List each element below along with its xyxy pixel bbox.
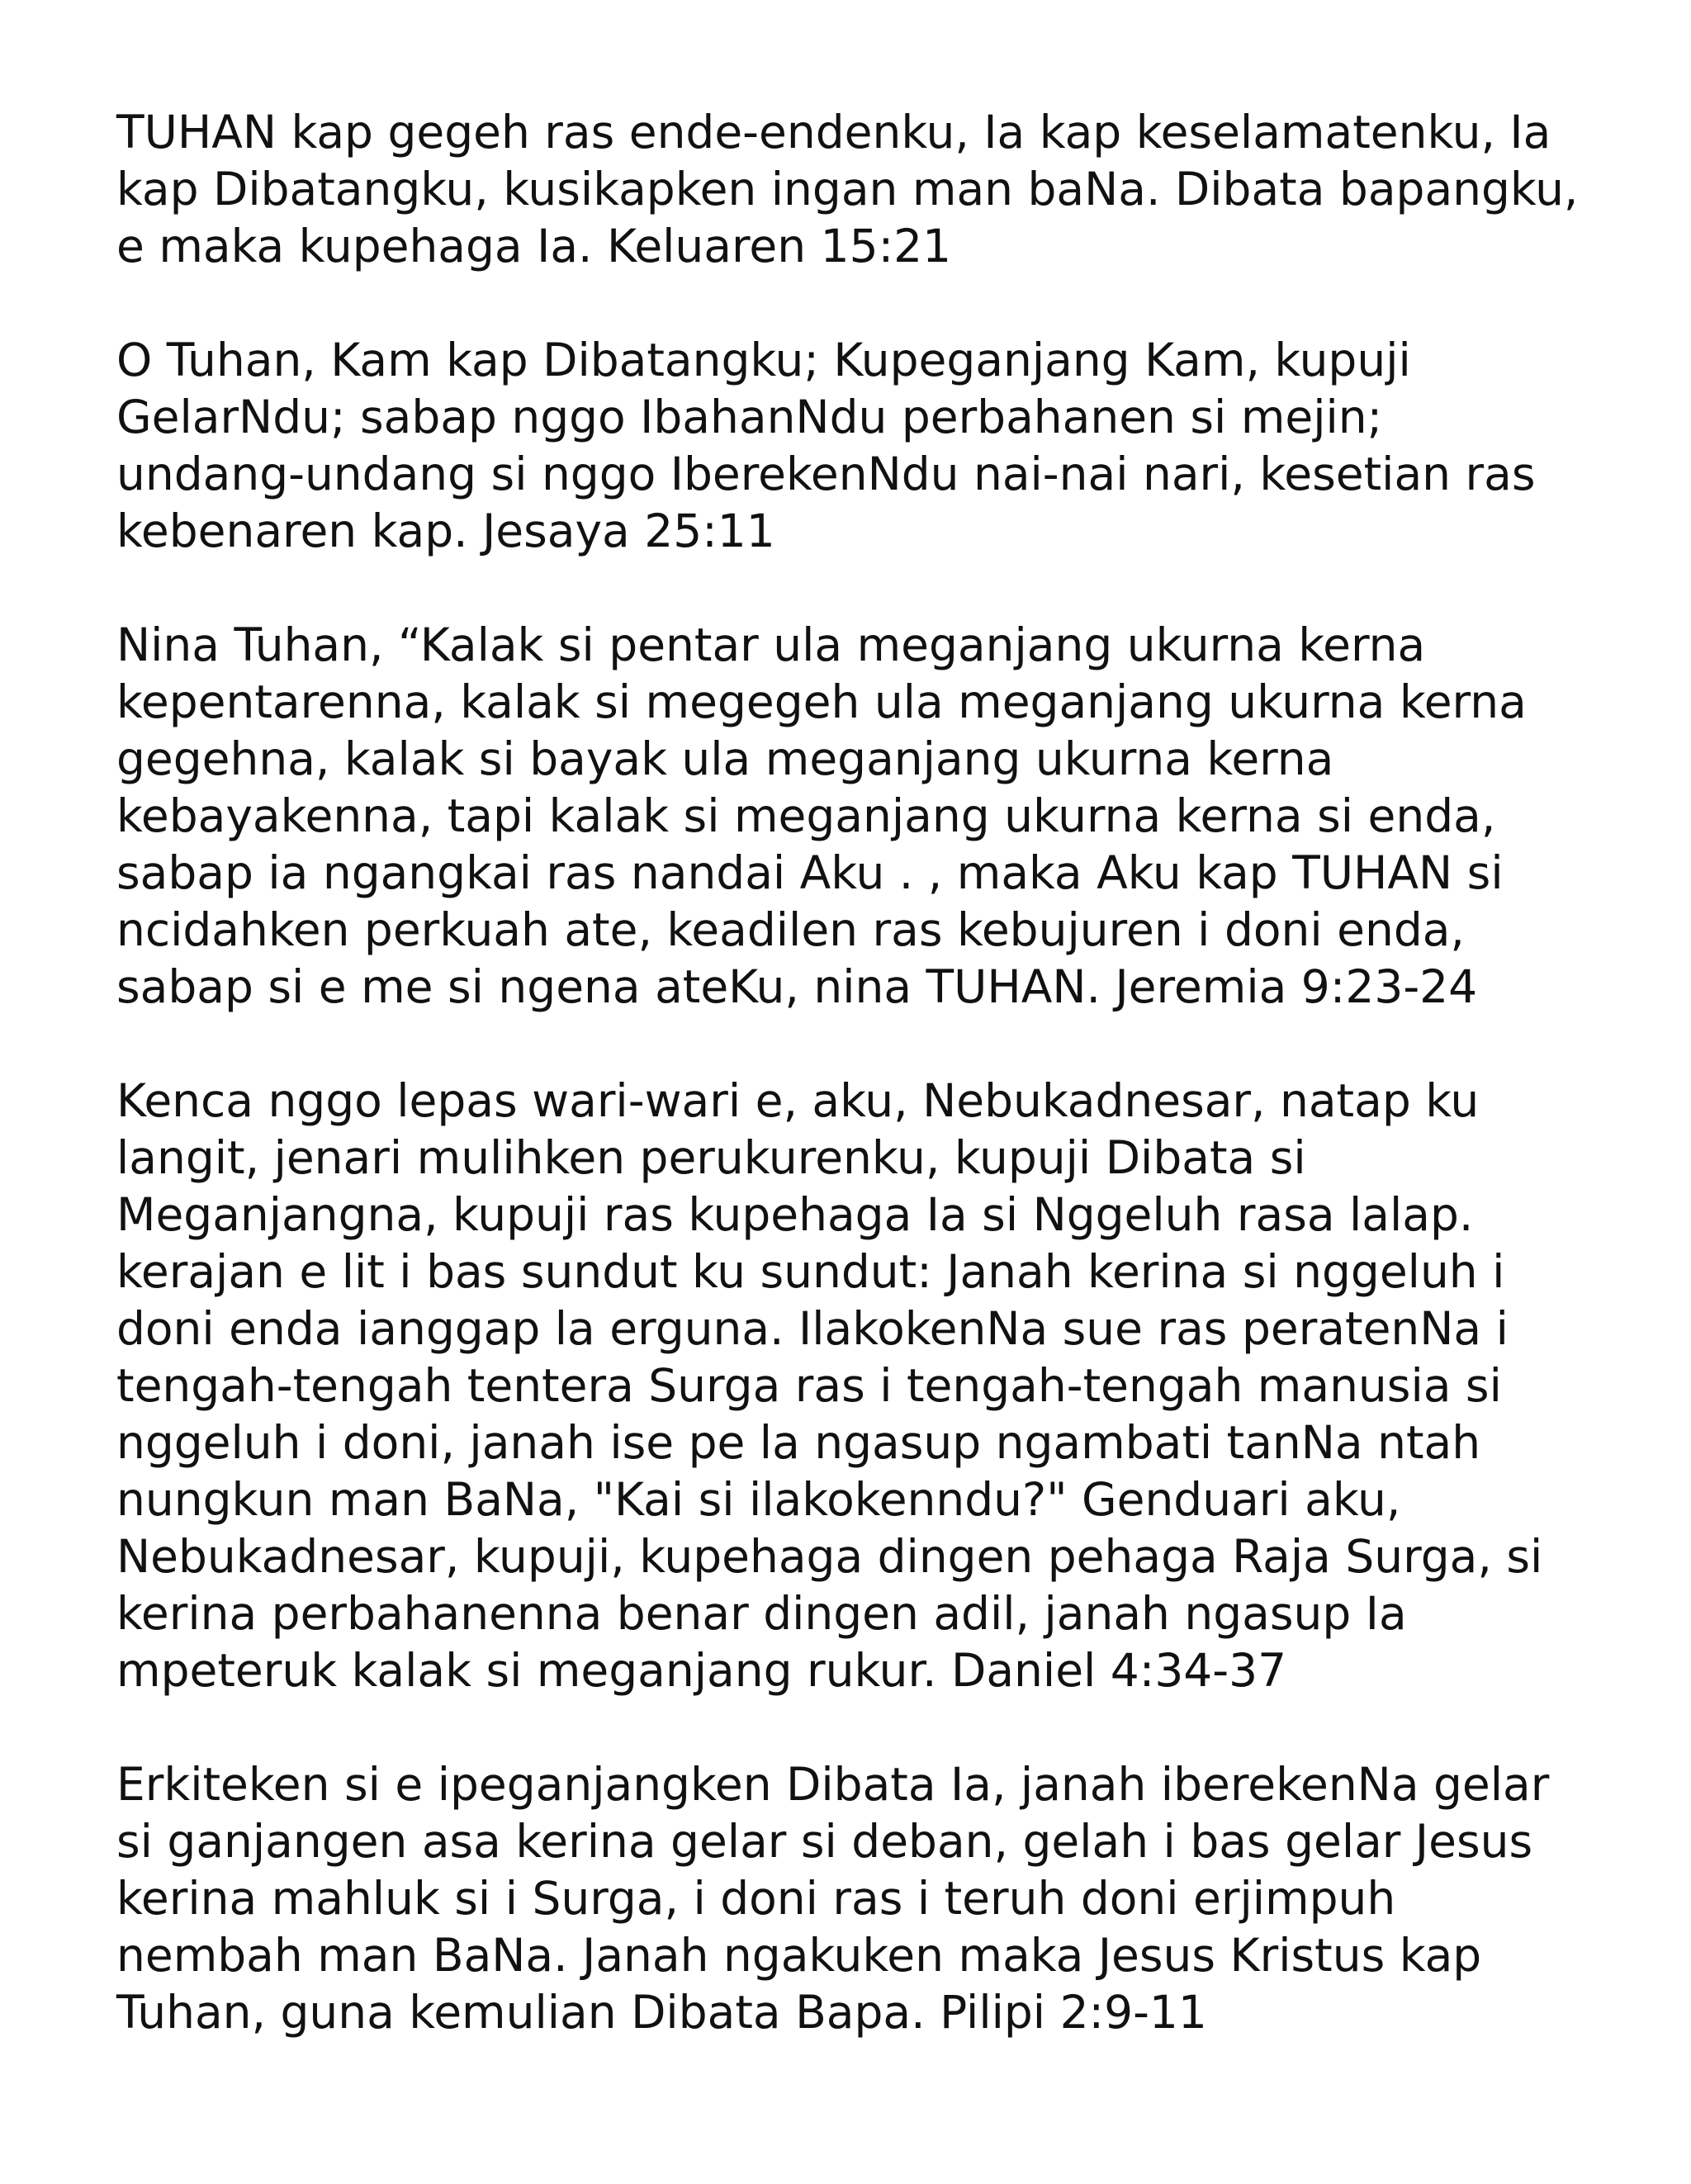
passage-daniel-4-34-37: Kenca nggo lepas wari-wari e, aku, Nebukadnesar, natap ku langit, jenari mulihken perukurenku, kupuji Dibata si Meganjangna, kupuji ras kupehaga Ia si Nggeluh rasa lalap. kerajan e lit i bas sundut ku sundut: Janah kerina si nggeluh i doni enda ianggap la erguna. IlakokenNa sue ras peratenNa i tengah-tengah tentera Surga ras i tengah-tengah manusia si nggeluh i doni, janah ise pe la ngasup ngambati tanNa ntah nungkun man BaNa, "Kai si ilakokenndu?" Genduari aku, Nebukadnesar, kupuji, kupehaga dingen pehaga Raja Surga, si kerina perbahanenna benar dingen adil, janah ngasup Ia mpeteruk kalak si meganjang rukur. Daniel 4:34-37 [116, 1074, 1543, 1697]
passage-jesaya-25-11: O Tuhan, Kam kap Dibatangku; Kupeganjang Kam, kupuji GelarNdu; sabap nggo IbahanNdu perbahanen si mejin; undang-undang si nggo IberekenNdu nai-nai nari, kesetian ras kebenaren kap. Jesaya 25:11 [116, 334, 1536, 557]
passage-jeremia-9-23-24: Nina Tuhan, “Kalak si pentar ula meganjang ukurna kerna kepentarenna, kalak si megegeh ula meganjang ukurna kerna gegehna, kalak si bayak ula meganjang ukurna kerna kebayakenna, tapi kalak si meganjang ukurna kerna si enda, sabap ia ngangkai ras nandai Aku . , maka Aku kap TUHAN si ncidahken perkuah ate, keadilen ras kebujuren i doni enda, sabap si e me si ngena ateKu, nina TUHAN. Jeremia 9:23-24 [116, 618, 1527, 1013]
document-body [116, 104, 1603, 2041]
passage-keluaren-15-21: TUHAN kap gegeh ras ende-endenku, Ia kap keselamatenku, Ia kap Dibatangku, kusikapken ingan man baNa. Dibata bapangku, e maka kupehaga Ia. Keluaren 15:21 [116, 106, 1579, 272]
passage-pilipi-2-9-11: Erkiteken si e ipeganjangken Dibata Ia, janah iberekenNa gelar si ganjangen asa kerina gelar si deban, gelah i bas gelar Jesus kerina mahluk si i Surga, i doni ras i teruh doni erjimpuh nembah man BaNa. Janah ngakuken maka Jesus Kristus kap Tuhan, guna kemulian Dibata Bapa. Pilipi 2:9-11 [116, 1758, 1550, 2039]
